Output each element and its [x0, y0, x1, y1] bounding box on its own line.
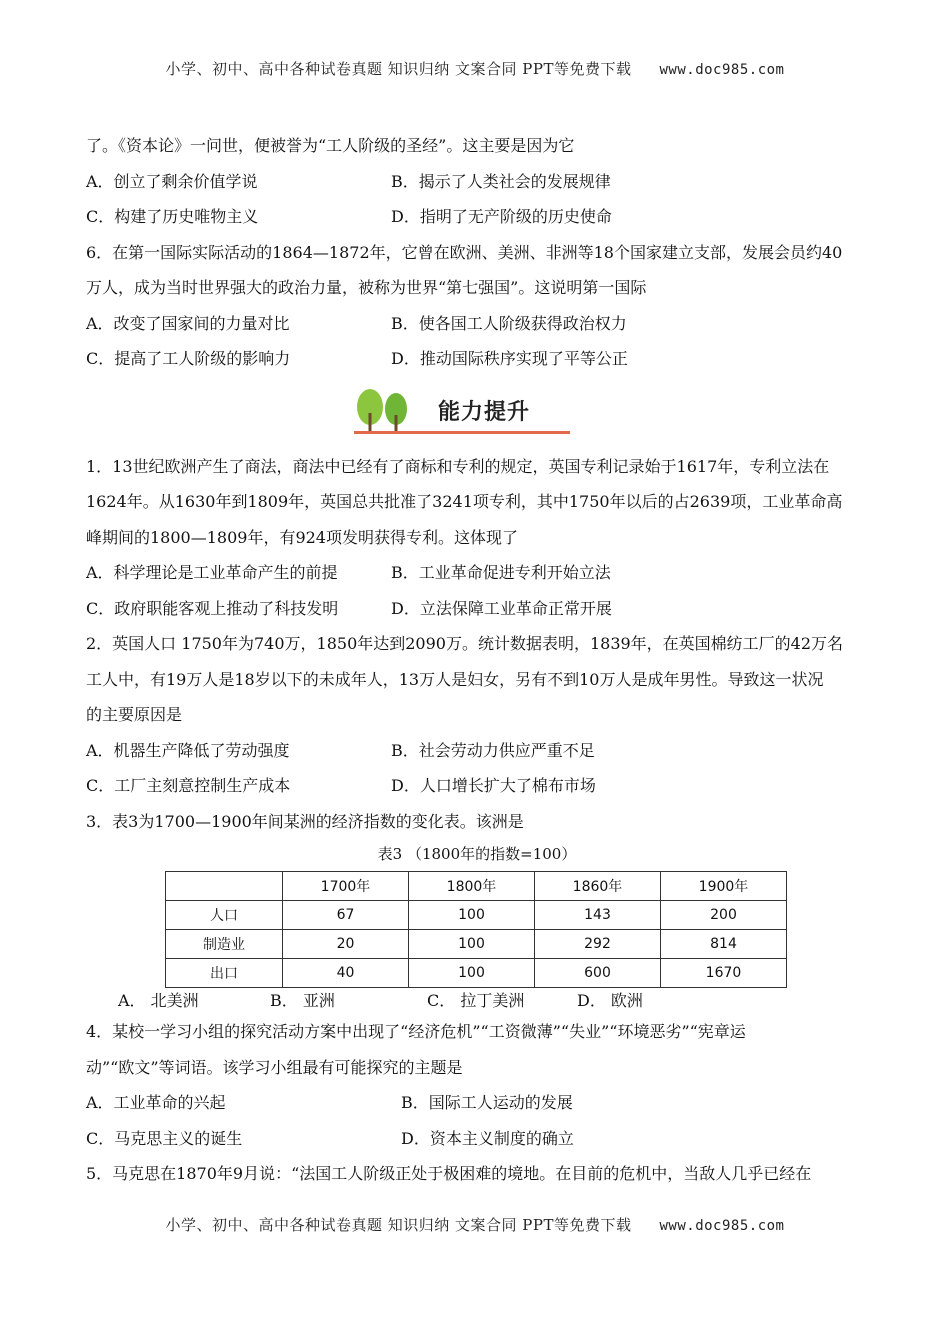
header-url[interactable]: www.doc985.com	[659, 62, 785, 78]
question-stem: 4．某校一学习小组的探究活动方案中出现了“经济危机”“工资微薄”“失业”“环境恶劣”“宪章运	[86, 1022, 746, 1041]
options-row	[86, 1121, 868, 1157]
header-text: 小学、初中、高中各种试卷真题 知识归纳 文案合同 PPT等免费下载	[165, 60, 632, 78]
options-row	[86, 341, 868, 377]
table-header-cell: 1900年	[661, 872, 787, 901]
table-cell: 200	[661, 901, 787, 930]
options-row	[86, 555, 868, 591]
option-a: A．改变了国家间的力量对比	[86, 313, 290, 333]
page-header	[0, 58, 950, 79]
question-stem: 的主要原因是	[86, 705, 183, 724]
page-footer	[0, 1214, 950, 1235]
table-cell: 600	[535, 959, 661, 988]
option-b: B．国际工人运动的发展	[401, 1093, 573, 1112]
option-c: C．工厂主刻意控制生产成本	[86, 776, 291, 795]
table-cell: 人口	[166, 901, 283, 930]
option-b: B．揭示了人类社会的发展规律	[391, 171, 611, 191]
option-a: A．机器生产降低了劳动强度	[86, 740, 290, 760]
table-header-cell: 1700年	[283, 872, 409, 901]
question-stem: 万人，成为当时世界强大的政治力量，被称为世界“第七强国”。这说明第一国际	[86, 278, 647, 297]
option-a: A． 北美洲	[118, 991, 199, 1010]
options-row	[86, 1085, 868, 1121]
question-stem: 1624年。从1630年到1809年，英国总共批准了3241项专利，其中1750年以后的占2639项，工业革命高	[86, 492, 843, 511]
table-row	[166, 930, 787, 959]
options-row	[86, 164, 868, 200]
table-header-cell	[166, 872, 283, 901]
option-d: D． 欧洲	[577, 991, 643, 1010]
options-row	[86, 733, 868, 769]
table-header-cell: 1800年	[409, 872, 535, 901]
question-stem: 工人中，有19万人是18岁以下的未成年人，13万人是妇女，另有不到10万人是成年男性。导致这一状况	[86, 669, 824, 689]
question-stem: 了。《资本论》一问世，便被誉为“工人阶级的圣经”。这主要是因为它	[86, 136, 575, 155]
question-stem: 1．13世纪欧洲产生了商法，商法中已经有了商标和专利的规定，英国专利记录始于1617年，专利立法在	[86, 456, 830, 476]
option-c: C．提高了工人阶级的影响力	[86, 349, 291, 368]
option-b: B． 亚洲	[270, 991, 335, 1010]
option-d: D．人口增长扩大了棉布市场	[391, 776, 596, 795]
section-title: 能力提升	[438, 399, 531, 425]
question-stem: 6．在第一国际实际活动的1864—1872年，它曾在欧洲、美洲、非洲等18个国家建立支部，发展会员约40	[86, 242, 843, 262]
table-cell: 40	[283, 959, 409, 988]
table-cell: 814	[661, 930, 787, 959]
option-c: C． 拉丁美洲	[427, 991, 525, 1010]
option-a: A．工业革命的兴起	[86, 1093, 226, 1112]
section-banner	[86, 377, 868, 449]
options-row	[86, 591, 868, 627]
document-body	[86, 128, 868, 1192]
question-stem: 3．表3为1700—1900年间某洲的经济指数的变化表。该洲是	[86, 811, 524, 831]
table-row	[166, 959, 787, 988]
option-c: C．马克思主义的诞生	[86, 1128, 243, 1148]
table-cell: 100	[409, 959, 535, 988]
options-row	[118, 988, 868, 1014]
question-stem: 峰期间的1800—1809年，有924项发明获得专利。这体现了	[86, 527, 518, 547]
option-c: C．政府职能客观上推动了科技发明	[86, 598, 339, 618]
option-a: A．科学理论是工业革命产生的前提	[86, 563, 338, 582]
question-stem: 5．马克思在1870年9月说：“法国工人阶级正处于极困难的境地。在目前的危机中，当敌人几乎已经在	[86, 1164, 812, 1183]
table-cell: 100	[409, 901, 535, 930]
option-b: B．使各国工人阶级获得政治权力	[391, 313, 627, 333]
footer-url[interactable]: www.doc985.com	[659, 1218, 785, 1234]
table-caption: 表3 （1800年的指数=100）	[377, 845, 577, 863]
options-row	[86, 199, 868, 235]
question-stem: 动”“欧文”等词语。该学习小组最有可能探究的主题是	[86, 1057, 463, 1077]
options-row	[86, 306, 868, 342]
table-cell: 292	[535, 930, 661, 959]
table-cell: 1670	[661, 959, 787, 988]
option-b: B．社会劳动力供应严重不足	[391, 740, 595, 760]
options-row	[86, 768, 868, 804]
option-b: B．工业革命促进专利开始立法	[391, 563, 611, 582]
table-header-row	[166, 872, 787, 901]
table-cell: 100	[409, 930, 535, 959]
index-table	[165, 871, 787, 988]
footer-text: 小学、初中、高中各种试卷真题 知识归纳 文案合同 PPT等免费下载	[165, 1216, 632, 1234]
table-cell: 143	[535, 901, 661, 930]
question-stem: 2．英国人口 1750年为740万，1850年达到2090万。统计数据表明，1839年，在英国棉纺工厂的42万名	[86, 634, 844, 653]
option-d: D．立法保障工业革命正常开展	[391, 598, 612, 618]
table-cell: 制造业	[166, 930, 283, 959]
table-row	[166, 901, 787, 930]
table-cell: 20	[283, 930, 409, 959]
table-header-cell: 1860年	[535, 872, 661, 901]
option-d: D．推动国际秩序实现了平等公正	[391, 349, 628, 368]
option-d: D．指明了无产阶级的历史使命	[391, 207, 612, 226]
option-a: A．创立了剩余价值学说	[86, 171, 258, 191]
option-d: D．资本主义制度的确立	[401, 1128, 574, 1148]
option-c: C．构建了历史唯物主义	[86, 207, 259, 226]
table-cell: 67	[283, 901, 409, 930]
table-cell: 出口	[166, 959, 283, 988]
